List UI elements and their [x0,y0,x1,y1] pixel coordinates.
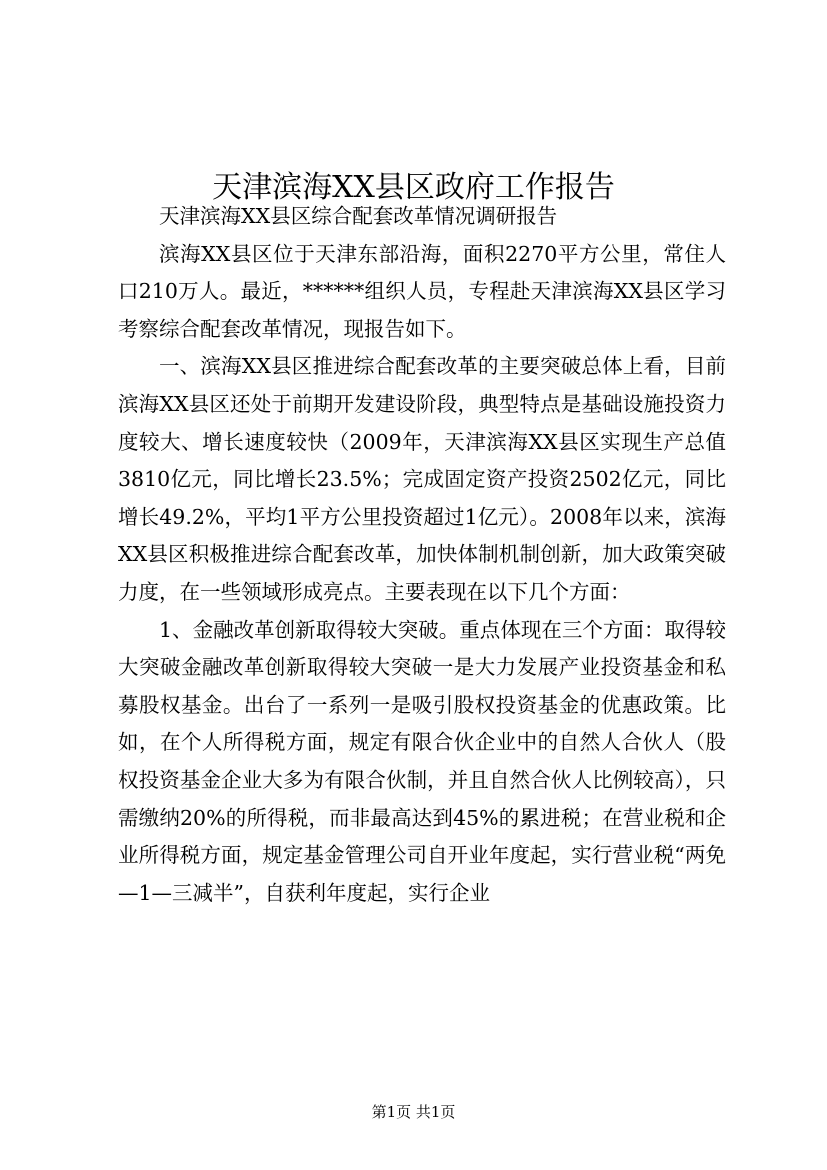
document-title: 天津滨海XX县区政府工作报告 [212,170,615,206]
paragraph-intro: 滨海XX县区位于天津东部沿海，面积2270平方公里，常住人口210万人。最近，******组织人员，专程赴天津滨海XX县区学习考察综合配套改革情况，现报告如下。 [118,241,726,341]
paragraph-section-one: 一、滨海XX县区推进综合配套改革的主要突破总体上看，目前滨海XX县区还处于前期开发建设阶段，典型特点是基础设施投资力度较大、增长速度较快（2009年，天津滨海XX县区实现生产总值3810亿元，同比增长23.5%；完成固定资产投资2502亿元，同比增长49.2%，平均1平方公里投资超过1亿元）。2008年以来，滨海XX县区积极推进综合配套改革，加快体制机制创新，加大政策突破力度，在一些领域形成亮点。主要表现在以下几个方面： [118,354,726,604]
page-number-footer: 第1页 共1页 [371,1103,456,1121]
paragraph-subtitle: 天津滨海XX县区综合配套改革情况调研报告 [159,204,558,228]
paragraph-finance-reform: 1、金融改革创新取得较大突破。重点体现在三个方面：取得较大突破金融改革创新取得较大突破一是大力发展产业投资基金和私募股权基金。出台了一系列一是吸引股权投资基金的优惠政策。比如，在个人所得税方面，规定有限合伙企业中的自然人合伙人（股权投资基金企业大多为有限合伙制，并且自然合伙人比例较高），只需缴纳20%的所得税，而非最高达到45%的累进税；在营业税和企业所得税方面，规定基金管理公司自开业年度起，实行营业税“两免—1—三减半”，自获利年度起，实行企业 [118,617,726,905]
document-body [118,198,726,912]
